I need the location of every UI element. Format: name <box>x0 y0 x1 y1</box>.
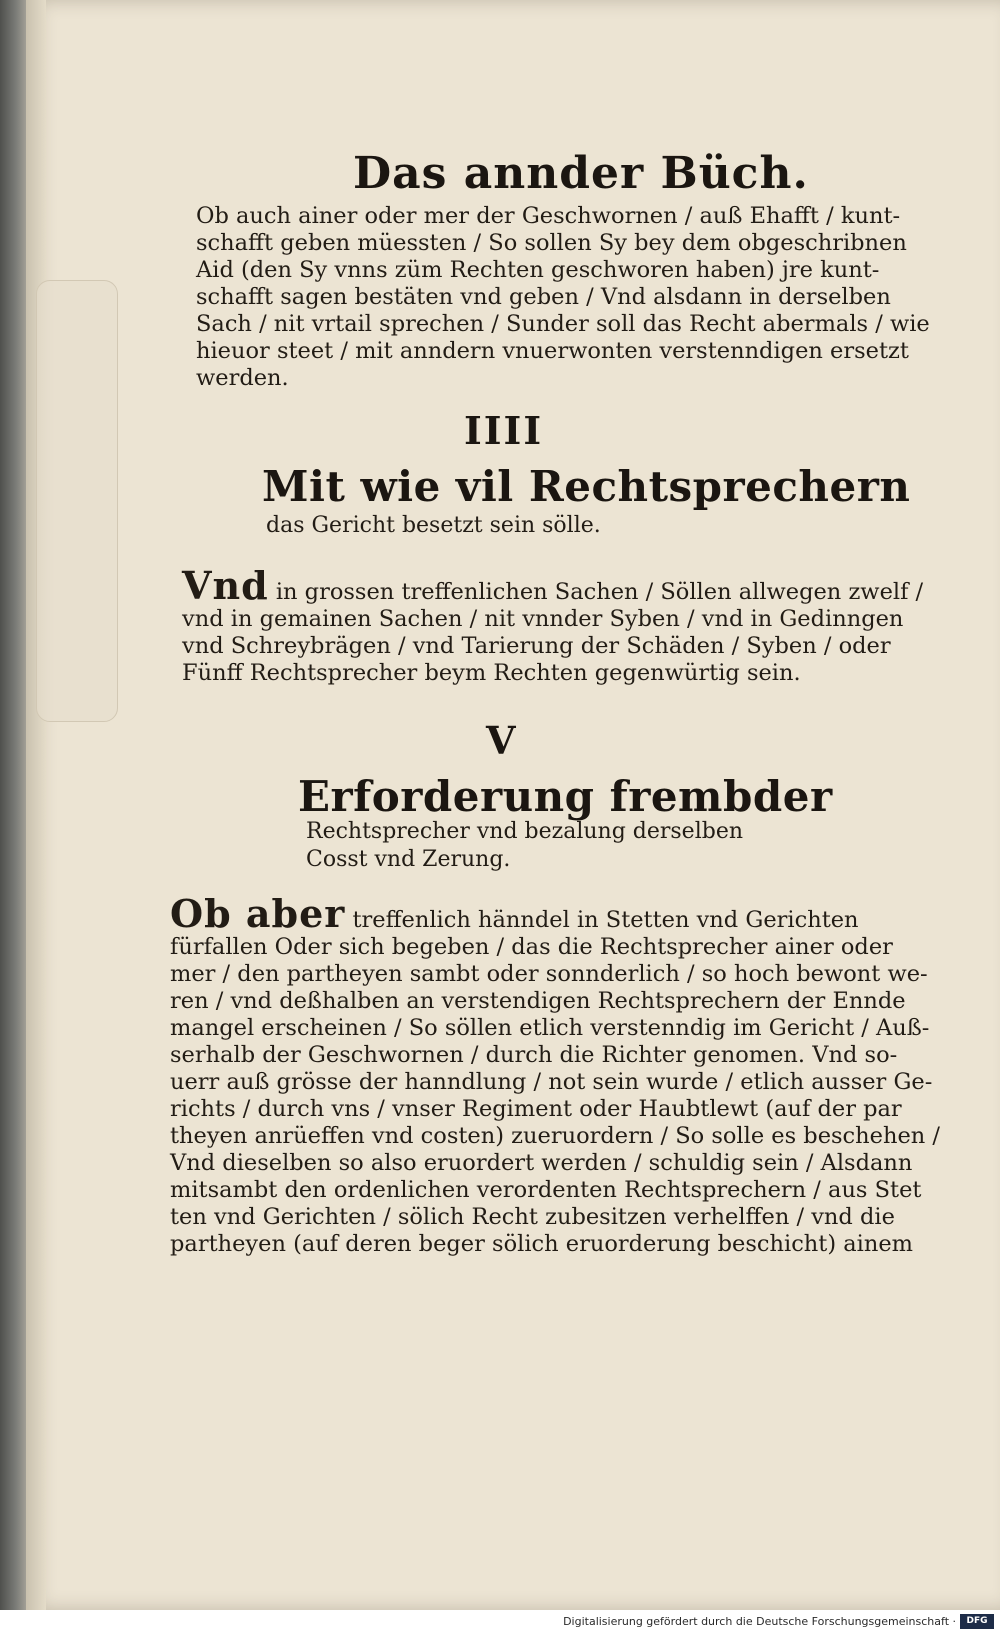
initial-word: Ob aber <box>170 891 346 936</box>
text-line: Aid (den Sy vnns züm Rechten geschworen haben) jre kunt- <box>196 257 880 283</box>
chapter-title: Erforderung frembder <box>298 772 833 821</box>
text-line: mer / den partheyen sambt oder sonnderlich / so hoch bewont we- <box>170 961 928 987</box>
page-edge-fold <box>36 280 118 722</box>
text-line: werden. <box>196 365 289 391</box>
text-line: mitsambt den ordenlichen verordenten Rechtsprechern / aus Stet <box>170 1177 922 1203</box>
text-line: mangel erscheinen / So söllen etlich verstenndig im Gericht / Auß- <box>170 1015 930 1041</box>
text-line-content: in grossen treffenlichen Sachen / Söllen allwegen zwelf / <box>275 579 924 605</box>
text-line: uerr auß grösse der hanndlung / not sein wurde / etlich ausser Ge- <box>170 1069 933 1095</box>
paragraph-1 <box>196 203 930 392</box>
text-line-content: treffenlich hänndel in Stetten vnd Gerichten <box>352 907 859 933</box>
text-line: Vnd dieselben so also eruordert werden / schuldig sein / Alsdann <box>170 1150 913 1176</box>
text-line: schafft geben müessten / So sollen Sy bey dem obgeschribnen <box>196 230 907 256</box>
text-line: vnd in gemainen Sachen / nit vnnder Syben / vnd in Gedinngen <box>182 606 904 632</box>
dfg-logo: DFG <box>960 1614 994 1629</box>
text-line: serhalb der Geschwornen / durch die Richter genomen. Vnd so- <box>170 1042 898 1068</box>
running-head: Das annder Büch. <box>353 148 809 199</box>
text-line: fürfallen Oder sich begeben / das die Rechtsprecher ainer oder <box>170 934 893 960</box>
text-line: richts / durch vns / vnser Regiment oder Haubtlewt (auf der par <box>170 1096 902 1122</box>
page-edge <box>26 0 46 1610</box>
text-line: Sach / nit vrtail sprechen / Sunder soll das Recht abermals / wie <box>196 311 930 337</box>
paragraph-2 <box>182 563 924 687</box>
chapter-subtitle: das Gericht besetzt sein sölle. <box>266 513 601 538</box>
text-line: Fünff Rechtsprecher beym Rechten gegenwürtig sein. <box>182 660 801 686</box>
subtitle-line: Cosst vnd Zerung. <box>306 847 511 872</box>
text-line: Ob auch ainer oder mer der Geschwornen / auß Ehafft / kunt- <box>196 203 901 229</box>
chapter-title: Mit wie vil Rechtsprechern <box>262 462 911 511</box>
text-line <box>182 563 924 608</box>
text-line: theyen anrüeffen vnd costen) zueruordern / So solle es beschehen / <box>170 1123 940 1149</box>
text-line: vnd Schreybrägen / vnd Tarierung der Schäden / Syben / oder <box>182 633 891 659</box>
paragraph-3 <box>170 891 940 1258</box>
text-line: hieuor steet / mit anndern vnuerwonten verstenndigen ersetzt <box>196 338 909 364</box>
chapter-number: V <box>486 718 518 763</box>
chapter-number: IIII <box>464 408 544 453</box>
chapter-subtitle <box>306 818 743 874</box>
text-line: ten vnd Gerichten / sölich Recht zubesitzen verhelffen / vnd die <box>170 1204 895 1230</box>
footer-bar <box>0 1610 1000 1634</box>
text-line <box>170 891 859 936</box>
footer-credit: Digitalisierung gefördert durch die Deutsche Forschungsgemeinschaft · <box>563 1615 956 1628</box>
text-line: schafft sagen bestäten vnd geben / Vnd alsdann in derselben <box>196 284 891 310</box>
subtitle-line: Rechtsprecher vnd bezalung derselben <box>306 819 744 844</box>
text-line: partheyen (auf deren beger sölich eruorderung beschicht) ainem <box>170 1231 914 1257</box>
initial-word: Vnd <box>182 563 269 608</box>
text-line: ren / vnd deßhalben an verstendigen Rechtsprechern der Ennde <box>170 988 906 1014</box>
